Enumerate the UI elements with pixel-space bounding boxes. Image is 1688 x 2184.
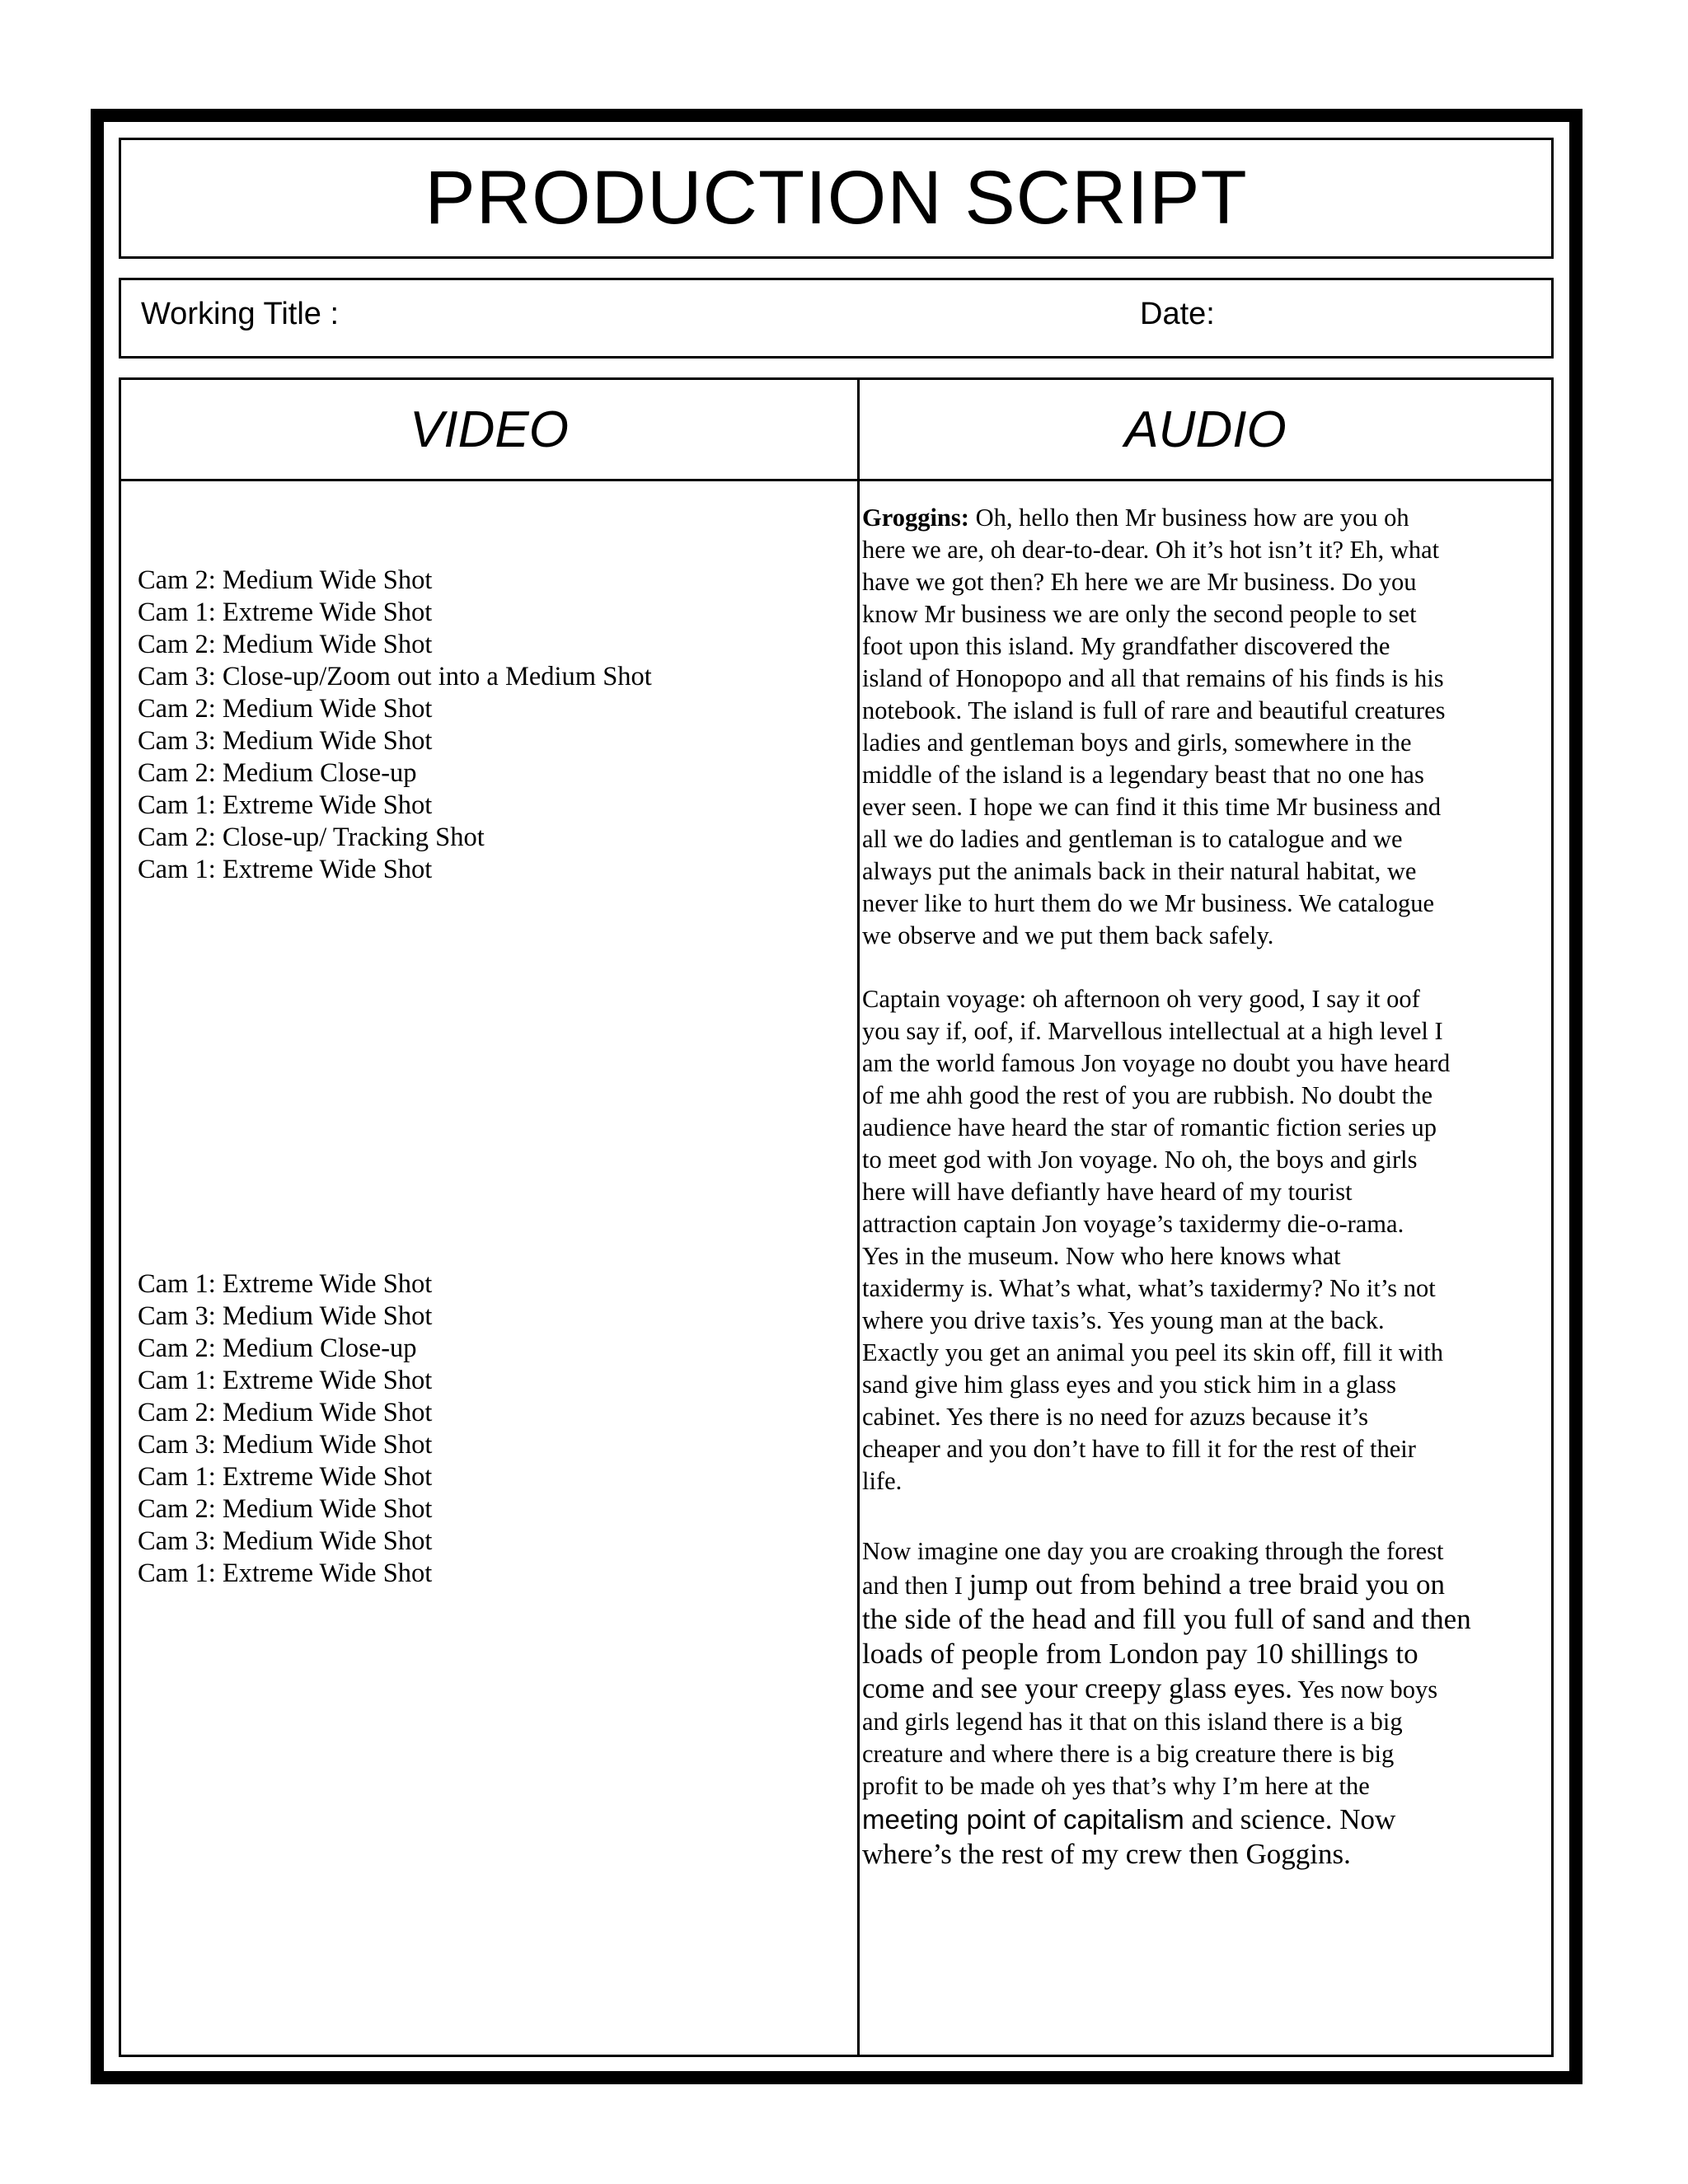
audio-line: foot upon this island. My grandfather discovered the bbox=[862, 632, 1390, 660]
audio-line: here will have defiantly have heard of my tourist bbox=[862, 1178, 1353, 1206]
shot-item: Cam 3: Medium Wide Shot bbox=[138, 1430, 433, 1460]
audio-line: all we do ladies and gentleman is to catalogue and we bbox=[862, 825, 1403, 853]
audio-line: taxidermy is. What’s what, what’s taxidermy? No it’s not bbox=[862, 1274, 1436, 1302]
shot-item: Cam 1: Extreme Wide Shot bbox=[138, 1462, 433, 1492]
working-title-label: Working Title : bbox=[141, 297, 340, 331]
shot-item: Cam 2: Medium Close-up bbox=[138, 1333, 417, 1363]
audio-line-text: and then I bbox=[862, 1572, 969, 1600]
audio-paragraph-groggins bbox=[862, 502, 1513, 952]
audio-paragraph-captain-voyage bbox=[862, 983, 1513, 1497]
audio-line: cheaper and you don’t have to fill it for the rest of their bbox=[862, 1435, 1416, 1463]
audio-line bbox=[862, 1568, 1513, 1602]
audio-line: Now imagine one day you are croaking through the forest bbox=[862, 1537, 1444, 1565]
shot-item: Cam 2: Close-up/ Tracking Shot bbox=[138, 823, 485, 852]
header-divider bbox=[121, 479, 1551, 481]
audio-line: audience have heard the star of romantic fiction series up bbox=[862, 1113, 1437, 1141]
shot-item: Cam 1: Extreme Wide Shot bbox=[138, 1269, 433, 1299]
audio-line: have we got then? Eh here we are Mr business. Do you bbox=[862, 568, 1417, 596]
audio-line bbox=[862, 502, 1513, 534]
audio-line: here we are, oh dear-to-dear. Oh it’s hot isn’t it? Eh, what bbox=[862, 536, 1440, 564]
audio-line-text: and science. Now bbox=[1184, 1803, 1396, 1835]
audio-line-text: come and see your creepy glass eyes. bbox=[862, 1672, 1292, 1704]
audio-line: Captain voyage: oh afternoon oh very good, I say it oof bbox=[862, 985, 1420, 1013]
shot-item: Cam 1: Extreme Wide Shot bbox=[138, 855, 433, 884]
audio-line: middle of the island is a legendary beast that no one has bbox=[862, 761, 1424, 789]
shot-item: Cam 2: Medium Wide Shot bbox=[138, 694, 433, 724]
audio-line: where’s the rest of my crew then Goggins. bbox=[862, 1838, 1351, 1870]
audio-line: attraction captain Jon voyage’s taxidermy die-o-rama. bbox=[862, 1210, 1404, 1238]
audio-line: life. bbox=[862, 1467, 903, 1495]
title-box bbox=[119, 138, 1554, 259]
audio-line: loads of people from London pay 10 shillings to bbox=[862, 1638, 1418, 1670]
shot-item: Cam 1: Extreme Wide Shot bbox=[138, 1366, 433, 1395]
audio-line: Exactly you get an animal you peel its skin off, fill it with bbox=[862, 1338, 1444, 1366]
shot-item: Cam 2: Medium Wide Shot bbox=[138, 1494, 433, 1524]
audio-line: profit to be made oh yes that’s why I’m here at the bbox=[862, 1772, 1370, 1800]
shot-item: Cam 3: Medium Wide Shot bbox=[138, 726, 433, 756]
audio-line: ever seen. I hope we can find it this time Mr business and bbox=[862, 793, 1442, 821]
audio-line-text: jump out from behind a tree braid you on bbox=[968, 1568, 1445, 1601]
audio-line-text: meeting point of capitalism bbox=[862, 1804, 1184, 1835]
audio-line: creature and where there is a big creature there is big bbox=[862, 1740, 1395, 1768]
audio-line bbox=[862, 1802, 1513, 1837]
speaker-name: Groggins: bbox=[862, 504, 969, 532]
audio-line: notebook. The island is full of rare and beautiful creatures bbox=[862, 696, 1446, 724]
shot-item: Cam 1: Extreme Wide Shot bbox=[138, 1558, 433, 1588]
video-shot-list-2 bbox=[138, 1268, 432, 1590]
audio-line: of me ahh good the rest of you are rubbish. No doubt the bbox=[862, 1081, 1433, 1109]
audio-line-text: Yes now boys bbox=[1292, 1675, 1438, 1704]
date-label: Date: bbox=[1140, 297, 1215, 331]
audio-line: island of Honopopo and all that remains of his finds is his bbox=[862, 664, 1444, 692]
audio-line: and girls legend has it that on this island there is a big bbox=[862, 1708, 1403, 1736]
shot-item: Cam 1: Extreme Wide Shot bbox=[138, 790, 433, 820]
shot-item: Cam 3: Close-up/Zoom out into a Medium Shot bbox=[138, 662, 652, 691]
meta-box bbox=[119, 278, 1554, 359]
audio-line: never like to hurt them do we Mr business. We catalogue bbox=[862, 889, 1435, 917]
shot-item: Cam 3: Medium Wide Shot bbox=[138, 1301, 433, 1331]
shot-item: Cam 2: Medium Wide Shot bbox=[138, 630, 433, 659]
audio-column-header: AUDIO bbox=[1124, 401, 1287, 458]
audio-line bbox=[862, 1671, 1513, 1706]
script-table bbox=[119, 377, 1554, 2057]
column-divider bbox=[857, 380, 860, 2055]
audio-line: where you drive taxis’s. Yes young man at the back. bbox=[862, 1306, 1385, 1334]
shot-item: Cam 2: Medium Close-up bbox=[138, 758, 417, 788]
video-column-header: VIDEO bbox=[410, 401, 569, 458]
shot-item: Cam 2: Medium Wide Shot bbox=[138, 1398, 433, 1427]
video-shot-list-1 bbox=[138, 565, 652, 886]
audio-line: always put the animals back in their natural habitat, we bbox=[862, 857, 1417, 885]
page-title: PRODUCTION SCRIPT bbox=[424, 156, 1248, 240]
audio-line: know Mr business we are only the second people to set bbox=[862, 600, 1417, 628]
audio-line: cabinet. Yes there is no need for azuzs because it’s bbox=[862, 1403, 1369, 1431]
shot-item: Cam 2: Medium Wide Shot bbox=[138, 565, 433, 595]
audio-line: the side of the head and fill you full of sand and then bbox=[862, 1603, 1471, 1635]
audio-line: am the world famous Jon voyage no doubt you have heard bbox=[862, 1049, 1451, 1077]
audio-line-text: Oh, hello then Mr business how are you oh bbox=[968, 504, 1409, 532]
shot-item: Cam 1: Extreme Wide Shot bbox=[138, 598, 433, 627]
audio-line: you say if, oof, if. Marvellous intellectual at a high level I bbox=[862, 1017, 1443, 1045]
audio-line: Yes in the museum. Now who here knows what bbox=[862, 1242, 1341, 1270]
shot-item: Cam 3: Medium Wide Shot bbox=[138, 1526, 433, 1556]
audio-line: sand give him glass eyes and you stick him in a glass bbox=[862, 1371, 1397, 1399]
audio-paragraph-imagine bbox=[862, 1535, 1513, 1872]
audio-line: to meet god with Jon voyage. No oh, the boys and girls bbox=[862, 1146, 1418, 1174]
audio-line: ladies and gentleman boys and girls, somewhere in the bbox=[862, 729, 1412, 757]
audio-line: we observe and we put them back safely. bbox=[862, 921, 1274, 949]
